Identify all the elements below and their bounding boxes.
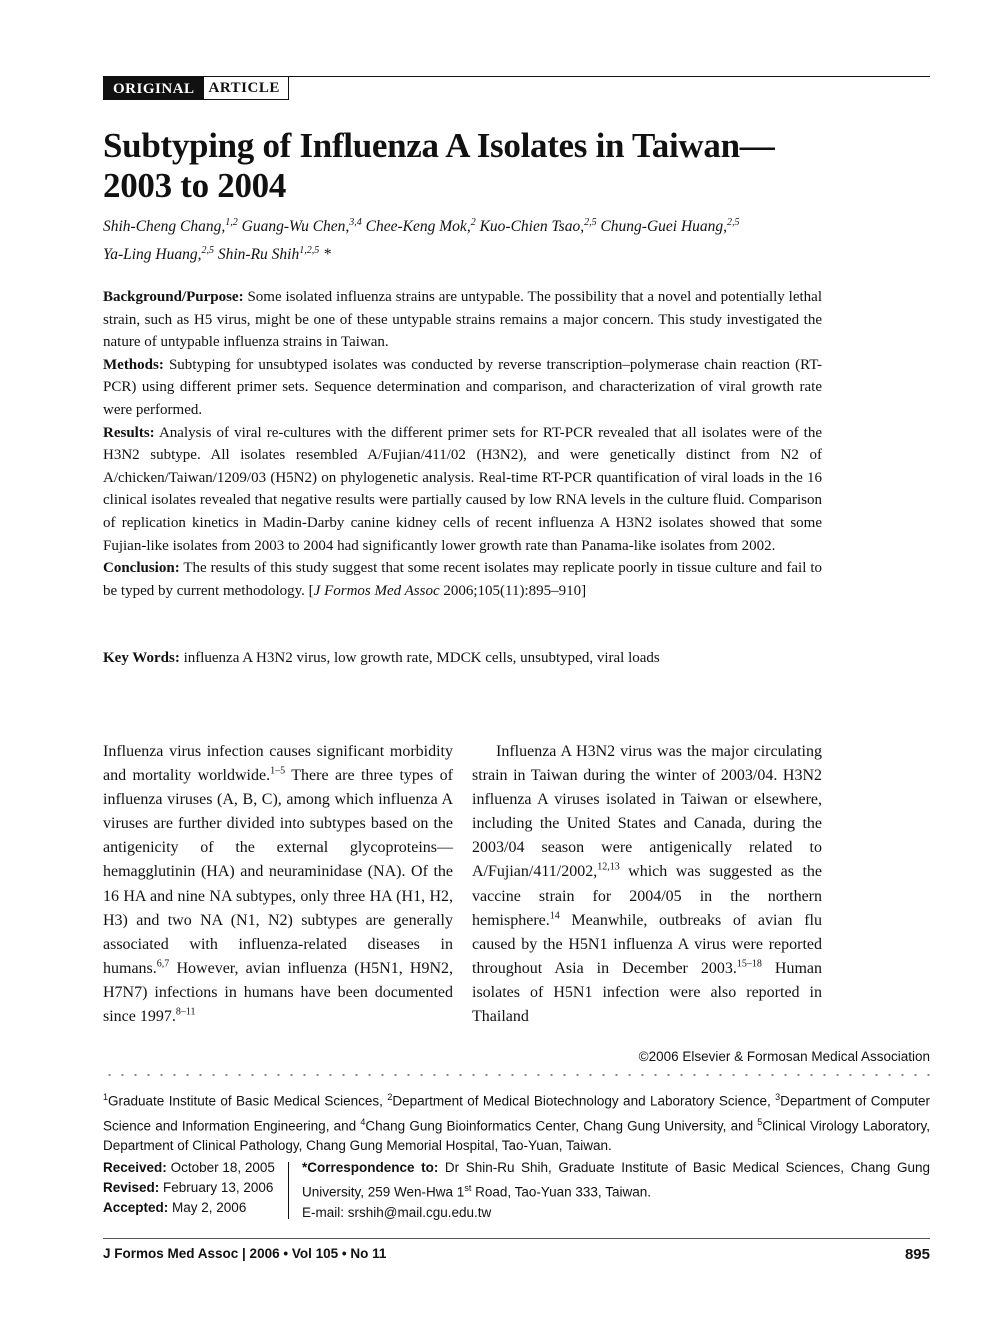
corresponding-author-mark: *	[319, 246, 331, 264]
keywords-text: influenza A H3N2 virus, low growth rate, MDCK cells, unsubtyped, viral loads	[183, 650, 660, 666]
citation-ref: 8–11	[175, 1006, 196, 1018]
text-run: Graduate Institute of Basic Medical Sciences,	[108, 1093, 388, 1109]
text-run: Influenza A H3N2 virus was the major circulating strain in Taiwan during the winter of 2003/04. H3N2 influenza A viruses isolated in Taiwan or elsewhere, including the United States and Canada, during the 2003/04 season were antigenically related to A/Fujian/411/2002,	[472, 743, 822, 881]
citation-ref: 1	[103, 1092, 109, 1102]
text-run: Human isolates of H5N1 infection were also reported in Thailand	[472, 959, 823, 1026]
author-name: Guang-Wu Chen,	[241, 218, 350, 236]
received-date	[103, 1158, 288, 1178]
citation-ref: 15–18	[736, 958, 762, 970]
affiliations	[103, 1087, 930, 1156]
author-affiliation-mark: 2,5	[201, 245, 214, 257]
correspondence-address	[302, 1158, 930, 1203]
body-column-right	[472, 740, 822, 1029]
author-affiliation-mark: 2,5	[727, 217, 740, 228]
page-footer	[103, 1246, 930, 1263]
author-name: Ya-Ling Huang,	[103, 246, 202, 264]
text-run: which was suggested as the vaccine strain for 2004/05 in the northern hemisphere.	[472, 863, 822, 929]
abstract-conclusion	[103, 557, 822, 602]
page-number: 895	[904, 1246, 930, 1263]
citation-rest: 2006;105(11):895–910]	[439, 582, 587, 599]
revised-label: Revised:	[103, 1180, 160, 1195]
conclusion-text: The results of this study suggest that some recent isolates may replicate poorly in tissue culture and fail to be typed by current methodology.	[103, 560, 822, 599]
background-text: Some isolated influenza strains are untypable. The possibility that a novel and potentially lethal strain, such as H5 virus, might be one of these untypable strains remains a major concern. This study investigated the nature of untypable influenza strains in Taiwan.	[103, 289, 822, 351]
citation-ref: 4	[360, 1116, 366, 1127]
author-name: Kuo-Chien Tsao,	[479, 218, 585, 236]
received-value: October 18, 2005	[170, 1160, 275, 1175]
correspondence-label: *Correspondence to:	[302, 1160, 439, 1175]
citation-ref: 3	[775, 1092, 781, 1102]
text-run: There are three types of influenza viruses (A, B, C), among which influenza A viruses are further divided into subtypes based on the antigenicity of the external glycoproteins—hemagglutinin (HA) and neuraminidase (NA). Of the 16 HA and nine NA subtypes, only three HA (H1, H2, H3) and two NA (N1, N2) subtypes are generally associated with influenza-related diseases in humans.	[103, 767, 454, 977]
citation-ref: 5	[757, 1116, 763, 1127]
text-run: Clinical Virology Laboratory, Department of Clinical Pathology, Chang Gung Memorial Hospital, Tao-Yuan, Taiwan.	[103, 1118, 930, 1153]
revised-value: February 13, 2006	[163, 1180, 274, 1195]
citation-ref: 12,13	[597, 862, 620, 874]
citation-journal: J Formos Med Assoc	[313, 582, 440, 599]
results-label: Results:	[103, 424, 155, 441]
author-name: Shih-Cheng Chang,	[103, 218, 226, 236]
body-paragraph	[472, 740, 822, 1029]
received-label: Received:	[103, 1160, 167, 1175]
accepted-value: May 2, 2006	[172, 1200, 247, 1215]
correspondence-email[interactable]: E-mail: srshih@mail.cgu.edu.tw	[302, 1204, 492, 1220]
author-name: Shin-Ru Shih	[217, 246, 300, 264]
correspondence	[302, 1158, 930, 1223]
label-article: ARTICLE	[203, 76, 289, 100]
citation-ref: 14	[549, 910, 560, 922]
author-affiliation-mark: 1,2,5	[299, 245, 320, 257]
vertical-divider	[288, 1162, 289, 1219]
citation-ref: 2	[387, 1092, 393, 1102]
text-run: Chang Gung Bioinformatics Center, Chang Gung University, and	[365, 1118, 758, 1133]
ordinal-suffix: st	[464, 1183, 472, 1193]
abstract-methods	[103, 354, 822, 422]
body-paragraph	[103, 740, 453, 1029]
abstract-background	[103, 286, 822, 354]
footer-rule	[103, 1238, 930, 1239]
author-affiliation-mark: 3,4	[349, 217, 362, 228]
results-text: Analysis of viral re-cultures with the different primer sets for RT-PCR revealed that all isolates were of the H3N2 subtype. All isolates resembled A/Fujian/411/02 (H3N2), and were genetically distinct from N2 of A/chicken/Taiwan/1209/03 (H5N2) on phylogenetic analysis. Real-time RT-PCR quantification of viral loads in the 16 clinical isolates revealed that negative results were partially caused by low RNA levels in the culture fluid. Comparison of replication kinetics in Madin-Darby canine kidney cells of recent influenza A H3N2 isolates showed that some Fujian-like isolates from 2003 to 2004 had significantly lower growth rate than Panama-like isolates from 2002.	[103, 424, 822, 554]
methods-label: Methods:	[103, 356, 164, 373]
journal-info: J Formos Med Assoc | 2006 • Vol 105 • No 11	[103, 1246, 387, 1261]
correspondence-text-end: Road, Tao-Yuan 333, Taiwan.	[471, 1184, 651, 1200]
author-name: Chee-Keng Mok,	[365, 218, 471, 236]
author-name: Chung-Guei Huang,	[600, 218, 728, 236]
text-run: However, avian influenza (H5N1, H9N2, H7N7) infections in humans have been documented since 1997.	[103, 959, 453, 1026]
body-column-left	[103, 740, 453, 1029]
background-label: Background/Purpose:	[103, 289, 244, 305]
article-dates	[103, 1158, 288, 1218]
text-run: Department of Medical Biotechnology and Laboratory Science,	[392, 1093, 776, 1109]
article-title: Subtyping of Influenza A Isolates in Taiwan—2003 to 2004	[103, 126, 775, 205]
abstract-results	[103, 422, 822, 558]
accepted-label: Accepted:	[103, 1200, 169, 1215]
author-affiliation-mark: 1,2	[225, 217, 238, 228]
text-run: Influenza virus infection causes significant morbidity and mortality worldwide.	[103, 743, 453, 785]
keywords	[103, 647, 822, 669]
citation-open: [	[308, 582, 314, 599]
conclusion-label: Conclusion:	[103, 560, 180, 577]
author-affiliation-mark: 2,5	[584, 217, 597, 228]
citation-ref: 6,7	[156, 958, 170, 970]
accepted-date	[103, 1198, 288, 1218]
abstract	[103, 286, 822, 602]
text-run: Department of Computer Science and Information Engineering, and	[103, 1093, 930, 1133]
article-type-label	[103, 76, 289, 100]
citation-ref: 1–5	[270, 765, 286, 777]
correspondence-text: Dr Shin-Ru Shih, Graduate Institute of Basic Medical Sciences, Chang Gung University, 259 Wen-Hwa 1	[302, 1160, 930, 1200]
label-original: ORIGINAL	[103, 76, 203, 100]
revised-date	[103, 1178, 288, 1198]
keywords-label: Key Words:	[103, 650, 180, 666]
author-list	[103, 211, 863, 267]
author-affiliation-mark: 2	[470, 217, 476, 228]
text-run: Meanwhile, outbreaks of avian flu caused by the H5N1 influenza A virus were reported throughout Asia in December 2003.	[472, 911, 822, 977]
copyright: ©2006 Elsevier & Formosan Medical Association	[638, 1049, 930, 1064]
methods-text: Subtyping for unsubtyped isolates was conducted by reverse transcription–polymerase chain reaction (RT-PCR) using different primer sets. Sequence determination and comparison, and characterization of viral growth rate were performed.	[103, 356, 822, 418]
dotted-divider	[103, 1073, 930, 1077]
